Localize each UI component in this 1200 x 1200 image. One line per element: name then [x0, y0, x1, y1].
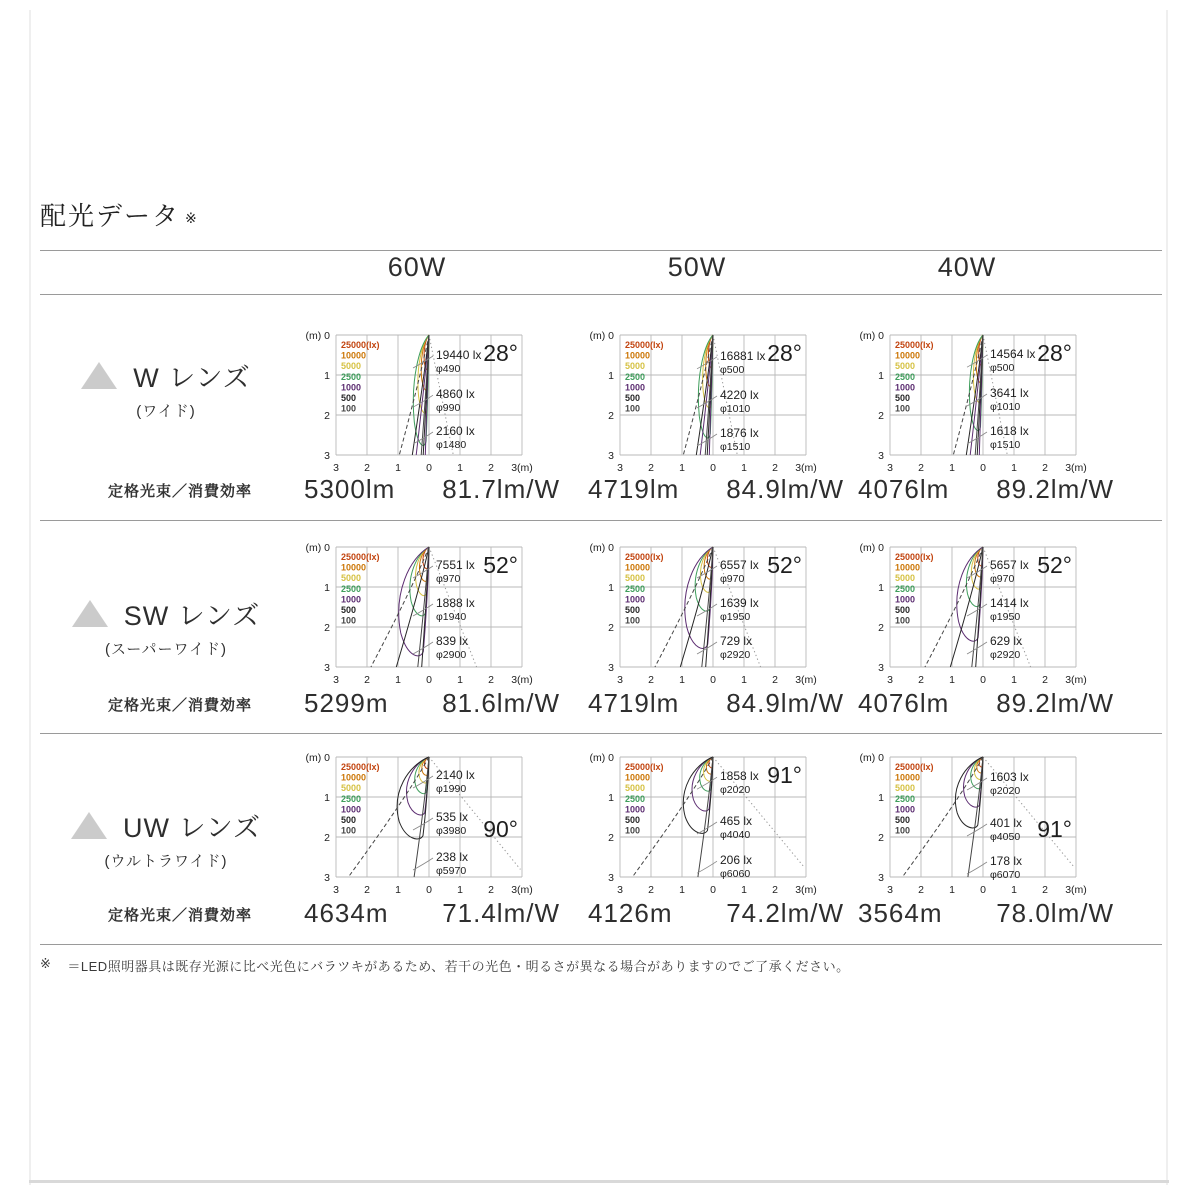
- svg-text:1: 1: [1011, 884, 1017, 896]
- svg-text:500: 500: [625, 605, 641, 615]
- svg-text:2: 2: [608, 410, 614, 422]
- efficiency-value: 81.6lm/W: [442, 688, 560, 718]
- svg-text:3: 3: [887, 884, 893, 896]
- svg-text:φ6070: φ6070: [990, 869, 1021, 881]
- svg-text:3: 3: [324, 662, 330, 674]
- svg-text:10000: 10000: [625, 772, 651, 783]
- svg-text:2: 2: [648, 462, 654, 474]
- distribution-chart-uw-40w: [854, 747, 1114, 897]
- column-header-60w: 60W: [387, 252, 447, 282]
- lens-triangle-icon: [71, 812, 107, 839]
- svg-text:3(m): 3(m): [795, 462, 817, 474]
- svg-text:10000: 10000: [895, 772, 921, 783]
- distribution-chart-w-50w: [584, 325, 844, 475]
- svg-text:52°: 52°: [767, 552, 802, 578]
- svg-text:(m) 0: (m) 0: [305, 752, 330, 764]
- rated-flux-value: 4076lm: [858, 474, 950, 504]
- svg-text:3: 3: [878, 662, 884, 674]
- rated-flux-value: 4719lm: [588, 688, 680, 718]
- svg-text:1000: 1000: [625, 382, 646, 393]
- efficiency-value: 71.4lm/W: [442, 898, 560, 928]
- svg-text:500: 500: [895, 393, 911, 403]
- svg-text:25000(lx): 25000(lx): [895, 762, 934, 772]
- distribution-chart-w-40w: [854, 325, 1114, 475]
- lens-name: W レンズ: [133, 363, 251, 393]
- svg-text:2: 2: [324, 832, 330, 844]
- svg-text:2: 2: [364, 884, 370, 896]
- svg-text:19440 lx: 19440 lx: [436, 348, 482, 362]
- svg-text:3: 3: [333, 884, 339, 896]
- svg-text:3: 3: [878, 872, 884, 884]
- svg-text:2: 2: [918, 884, 924, 896]
- svg-text:φ6060: φ6060: [720, 868, 751, 881]
- svg-text:2: 2: [1042, 462, 1048, 474]
- svg-text:500: 500: [341, 815, 357, 825]
- svg-text:7551 lx: 7551 lx: [436, 558, 475, 572]
- svg-text:1: 1: [395, 674, 401, 686]
- svg-text:2500: 2500: [625, 793, 646, 804]
- flux-efficiency-row: [582, 898, 850, 929]
- svg-text:25000(lx): 25000(lx): [341, 762, 380, 772]
- svg-text:4860 lx: 4860 lx: [436, 387, 475, 402]
- lens-triangle-icon: [72, 600, 108, 627]
- svg-text:1: 1: [878, 582, 884, 594]
- svg-text:(m) 0: (m) 0: [859, 330, 884, 342]
- svg-text:2: 2: [918, 674, 924, 686]
- svg-text:φ1950: φ1950: [720, 611, 751, 623]
- svg-text:2: 2: [878, 410, 884, 422]
- footnote-text: ＝LED照明器具は既存光源に比べ光色にバラツキがあるため、若干の光色・明るさが異なる場合がありますのでご了承ください。: [67, 959, 850, 974]
- svg-text:100: 100: [341, 403, 357, 414]
- lens-row-label-w: [40, 356, 292, 421]
- svg-text:3: 3: [887, 462, 893, 474]
- svg-text:φ4050: φ4050: [990, 831, 1021, 843]
- svg-text:2: 2: [878, 622, 884, 634]
- svg-text:2500: 2500: [341, 793, 362, 804]
- page-title-text: 配光データ: [40, 201, 181, 231]
- svg-text:3: 3: [608, 450, 614, 462]
- svg-text:0: 0: [710, 674, 716, 686]
- svg-text:2500: 2500: [895, 371, 916, 382]
- svg-text:1000: 1000: [895, 594, 916, 605]
- svg-text:1: 1: [741, 884, 747, 896]
- svg-text:φ990: φ990: [436, 402, 461, 415]
- footnote: [40, 956, 1160, 975]
- svg-text:3(m): 3(m): [511, 884, 533, 896]
- svg-text:2: 2: [488, 462, 494, 474]
- svg-text:(m) 0: (m) 0: [305, 542, 330, 554]
- svg-text:100: 100: [895, 825, 911, 836]
- svg-text:500: 500: [625, 815, 641, 825]
- flux-efficiency-row: [298, 688, 566, 719]
- svg-text:1000: 1000: [625, 594, 646, 605]
- svg-text:5000: 5000: [341, 573, 362, 584]
- lens-subtitle: (スーパーワイド): [104, 641, 228, 658]
- svg-text:4220 lx: 4220 lx: [720, 388, 759, 402]
- efficiency-value: 81.7lm/W: [442, 474, 560, 504]
- svg-text:5657 lx: 5657 lx: [990, 558, 1029, 572]
- efficiency-value: 78.0lm/W: [996, 898, 1114, 928]
- svg-text:2500: 2500: [895, 793, 916, 804]
- svg-text:1858 lx: 1858 lx: [720, 769, 759, 784]
- svg-text:465 lx: 465 lx: [720, 814, 753, 828]
- svg-text:2: 2: [488, 884, 494, 896]
- svg-text:1: 1: [949, 884, 955, 896]
- rated-flux-value: 5300lm: [304, 474, 396, 504]
- svg-text:2500: 2500: [625, 371, 646, 382]
- efficiency-value: 89.2lm/W: [996, 474, 1114, 504]
- svg-text:1000: 1000: [341, 804, 362, 815]
- svg-text:1876 lx: 1876 lx: [720, 426, 759, 440]
- svg-text:2: 2: [488, 674, 494, 686]
- svg-text:5000: 5000: [625, 573, 646, 584]
- svg-text:2160 lx: 2160 lx: [436, 424, 475, 438]
- svg-text:0: 0: [426, 674, 432, 686]
- svg-text:2500: 2500: [895, 583, 916, 594]
- svg-text:1888 lx: 1888 lx: [436, 596, 475, 610]
- svg-text:1000: 1000: [625, 804, 646, 815]
- svg-text:2: 2: [772, 462, 778, 474]
- svg-text:1: 1: [608, 792, 614, 804]
- lens-row-label-uw: [40, 806, 292, 871]
- svg-text:φ490: φ490: [436, 363, 461, 375]
- svg-text:535 lx: 535 lx: [436, 810, 469, 824]
- svg-text:φ970: φ970: [990, 573, 1015, 585]
- column-header-40w: 40W: [937, 252, 997, 282]
- svg-text:3: 3: [617, 884, 623, 896]
- svg-text:5000: 5000: [341, 783, 362, 794]
- rated-flux-value: 4126m: [588, 898, 673, 928]
- svg-text:2500: 2500: [625, 583, 646, 594]
- svg-text:629 lx: 629 lx: [990, 634, 1023, 648]
- separator-line: [40, 294, 1162, 295]
- flux-efficiency-row: [582, 688, 850, 719]
- lens-name: UW レンズ: [123, 813, 261, 843]
- rated-flux-value: 3564m: [858, 898, 943, 928]
- svg-text:(m) 0: (m) 0: [859, 752, 884, 764]
- svg-text:3(m): 3(m): [795, 674, 817, 686]
- svg-text:2: 2: [364, 674, 370, 686]
- distribution-chart-sw-50w: [584, 537, 844, 687]
- svg-text:100: 100: [625, 403, 641, 414]
- svg-text:3: 3: [324, 872, 330, 884]
- svg-text:φ1950: φ1950: [990, 611, 1021, 623]
- lens-subtitle: (ワイド): [136, 403, 196, 420]
- svg-text:729 lx: 729 lx: [720, 634, 753, 648]
- svg-text:3: 3: [333, 674, 339, 686]
- svg-text:1: 1: [1011, 674, 1017, 686]
- svg-text:1: 1: [679, 462, 685, 474]
- svg-text:401 lx: 401 lx: [990, 816, 1023, 830]
- svg-text:φ1990: φ1990: [436, 783, 467, 795]
- svg-text:28°: 28°: [483, 340, 518, 366]
- svg-text:1: 1: [878, 370, 884, 382]
- svg-text:1: 1: [457, 884, 463, 896]
- rated-flux-value: 4719lm: [588, 474, 680, 504]
- spec-caption: 定格光束／消費効率: [107, 907, 252, 924]
- page-title: [40, 196, 197, 233]
- svg-text:0: 0: [980, 462, 986, 474]
- efficiency-value: 84.9lm/W: [726, 474, 844, 504]
- svg-text:10000: 10000: [625, 562, 651, 573]
- svg-text:φ970: φ970: [436, 573, 461, 585]
- svg-text:10000: 10000: [341, 772, 367, 783]
- svg-text:2: 2: [608, 622, 614, 634]
- svg-text:3: 3: [333, 462, 339, 474]
- svg-text:1: 1: [324, 582, 330, 594]
- separator-line: [40, 520, 1162, 521]
- svg-text:0: 0: [980, 674, 986, 686]
- svg-text:25000(lx): 25000(lx): [341, 340, 380, 350]
- svg-text:25000(lx): 25000(lx): [341, 552, 380, 562]
- svg-text:3641 lx: 3641 lx: [990, 386, 1029, 400]
- svg-text:3: 3: [878, 450, 884, 462]
- svg-text:52°: 52°: [1037, 552, 1072, 578]
- svg-text:2500: 2500: [341, 371, 362, 382]
- svg-text:3: 3: [887, 674, 893, 686]
- svg-text:1: 1: [878, 792, 884, 804]
- svg-text:2: 2: [648, 884, 654, 896]
- svg-text:2: 2: [1042, 674, 1048, 686]
- svg-text:2: 2: [364, 462, 370, 474]
- svg-text:1: 1: [457, 674, 463, 686]
- svg-text:2: 2: [878, 832, 884, 844]
- svg-text:3(m): 3(m): [1065, 674, 1087, 686]
- svg-text:1639 lx: 1639 lx: [720, 596, 759, 610]
- svg-text:φ1940: φ1940: [436, 611, 467, 623]
- svg-text:1: 1: [608, 582, 614, 594]
- svg-text:0: 0: [426, 462, 432, 474]
- svg-text:10000: 10000: [625, 350, 651, 361]
- svg-text:5000: 5000: [895, 361, 916, 372]
- lens-row-label-sw: [40, 594, 292, 659]
- svg-text:φ2020: φ2020: [720, 784, 751, 797]
- svg-text:3(m): 3(m): [511, 462, 533, 474]
- footnote-mark: ※: [40, 956, 52, 971]
- svg-text:1414 lx: 1414 lx: [990, 596, 1029, 610]
- flux-efficiency-row: [582, 474, 850, 505]
- svg-text:φ1510: φ1510: [720, 441, 751, 453]
- svg-text:1: 1: [457, 462, 463, 474]
- svg-text:500: 500: [895, 815, 911, 825]
- svg-text:10000: 10000: [895, 562, 921, 573]
- svg-text:(m) 0: (m) 0: [589, 752, 614, 764]
- svg-text:5000: 5000: [625, 361, 646, 372]
- separator-line: [40, 733, 1162, 734]
- svg-text:100: 100: [625, 615, 641, 626]
- flux-efficiency-row: [852, 474, 1120, 505]
- flux-efficiency-row: [852, 898, 1120, 929]
- separator-line: [40, 944, 1162, 945]
- svg-text:100: 100: [341, 615, 357, 626]
- svg-text:0: 0: [710, 884, 716, 896]
- svg-text:φ4040: φ4040: [720, 829, 751, 841]
- svg-text:500: 500: [341, 393, 357, 403]
- flux-efficiency-row: [298, 898, 566, 929]
- svg-text:φ970: φ970: [720, 573, 745, 585]
- svg-text:2: 2: [772, 674, 778, 686]
- svg-text:1: 1: [608, 370, 614, 382]
- svg-text:1: 1: [1011, 462, 1017, 474]
- svg-text:1603 lx: 1603 lx: [990, 770, 1029, 784]
- svg-text:0: 0: [980, 884, 986, 896]
- title-footnote-mark: ※: [185, 210, 197, 226]
- svg-text:25000(lx): 25000(lx): [895, 340, 934, 350]
- svg-text:φ500: φ500: [990, 362, 1015, 375]
- efficiency-value: 89.2lm/W: [996, 688, 1114, 718]
- svg-text:3: 3: [617, 674, 623, 686]
- separator-line: [40, 250, 1162, 251]
- flux-efficiency-row: [298, 474, 566, 505]
- svg-text:φ1010: φ1010: [720, 403, 751, 415]
- svg-text:2: 2: [324, 622, 330, 634]
- svg-text:100: 100: [341, 825, 357, 836]
- svg-text:φ2900: φ2900: [436, 649, 467, 661]
- svg-text:1: 1: [395, 462, 401, 474]
- svg-text:3: 3: [608, 662, 614, 674]
- svg-text:10000: 10000: [341, 350, 367, 361]
- svg-text:100: 100: [625, 825, 641, 836]
- distribution-chart-uw-50w: [584, 747, 844, 897]
- svg-text:5000: 5000: [895, 783, 916, 794]
- svg-text:φ5970: φ5970: [436, 865, 467, 877]
- page-frame-right: [1166, 10, 1168, 1185]
- svg-text:1: 1: [395, 884, 401, 896]
- svg-text:3: 3: [617, 462, 623, 474]
- svg-text:25000(lx): 25000(lx): [625, 340, 664, 350]
- distribution-chart-sw-40w: [854, 537, 1114, 687]
- svg-text:φ2020: φ2020: [990, 785, 1021, 797]
- page-frame-bottom: [29, 1180, 1169, 1183]
- svg-text:90°: 90°: [483, 816, 518, 842]
- spec-caption: 定格光束／消費効率: [107, 483, 252, 500]
- svg-text:3: 3: [608, 872, 614, 884]
- svg-text:16881 lx: 16881 lx: [720, 348, 766, 363]
- svg-text:6557 lx: 6557 lx: [720, 558, 759, 572]
- svg-text:500: 500: [341, 605, 357, 615]
- svg-text:10000: 10000: [341, 562, 367, 573]
- svg-text:5000: 5000: [341, 361, 362, 372]
- spec-caption: 定格光束／消費効率: [107, 697, 252, 714]
- svg-text:28°: 28°: [767, 340, 802, 366]
- svg-text:φ500: φ500: [720, 363, 745, 376]
- lens-triangle-icon: [81, 362, 117, 389]
- svg-text:(m) 0: (m) 0: [589, 542, 614, 554]
- svg-text:1: 1: [741, 674, 747, 686]
- flux-efficiency-row: [852, 688, 1120, 719]
- rated-flux-value: 5299m: [304, 688, 389, 718]
- svg-text:(m) 0: (m) 0: [859, 542, 884, 554]
- svg-text:2: 2: [1042, 884, 1048, 896]
- svg-text:5000: 5000: [625, 783, 646, 794]
- lens-subtitle: (ウルトラワイド): [104, 853, 228, 870]
- svg-text:839 lx: 839 lx: [436, 634, 469, 648]
- svg-text:2: 2: [324, 410, 330, 422]
- svg-text:φ2920: φ2920: [720, 649, 751, 661]
- svg-text:1000: 1000: [341, 382, 362, 393]
- svg-text:3: 3: [324, 450, 330, 462]
- page-frame-left: [29, 10, 31, 1185]
- svg-text:0: 0: [710, 462, 716, 474]
- svg-text:3(m): 3(m): [511, 674, 533, 686]
- svg-text:0: 0: [426, 884, 432, 896]
- efficiency-value: 84.9lm/W: [726, 688, 844, 718]
- svg-text:3(m): 3(m): [1065, 462, 1087, 474]
- svg-text:φ1480: φ1480: [436, 439, 467, 451]
- svg-text:500: 500: [895, 605, 911, 615]
- svg-text:2: 2: [772, 884, 778, 896]
- svg-text:φ3980: φ3980: [436, 825, 467, 837]
- svg-text:2: 2: [918, 462, 924, 474]
- distribution-chart-uw-60w: [300, 747, 560, 897]
- svg-text:100: 100: [895, 615, 911, 626]
- svg-text:2140 lx: 2140 lx: [436, 768, 475, 782]
- svg-text:100: 100: [895, 403, 911, 414]
- svg-text:14564 lx: 14564 lx: [990, 347, 1036, 362]
- svg-text:φ2920: φ2920: [990, 649, 1021, 661]
- svg-text:2: 2: [608, 832, 614, 844]
- svg-text:91°: 91°: [1037, 816, 1072, 842]
- svg-text:28°: 28°: [1037, 340, 1072, 366]
- svg-text:1: 1: [679, 674, 685, 686]
- svg-text:25000(lx): 25000(lx): [895, 552, 934, 562]
- svg-text:25000(lx): 25000(lx): [625, 552, 664, 562]
- svg-text:(m) 0: (m) 0: [305, 330, 330, 342]
- svg-text:52°: 52°: [483, 552, 518, 578]
- lens-name: SW レンズ: [123, 601, 261, 631]
- svg-text:1: 1: [324, 792, 330, 804]
- svg-text:3(m): 3(m): [795, 884, 817, 896]
- distribution-chart-sw-60w: [300, 537, 560, 687]
- svg-text:10000: 10000: [895, 350, 921, 361]
- svg-text:1: 1: [949, 462, 955, 474]
- svg-text:91°: 91°: [767, 762, 802, 788]
- rated-flux-value: 4076lm: [858, 688, 950, 718]
- svg-text:238 lx: 238 lx: [436, 850, 469, 864]
- svg-text:2: 2: [648, 674, 654, 686]
- svg-text:1618 lx: 1618 lx: [990, 424, 1029, 438]
- svg-text:1000: 1000: [341, 594, 362, 605]
- svg-text:1: 1: [949, 674, 955, 686]
- rated-flux-value: 4634m: [304, 898, 389, 928]
- svg-text:5000: 5000: [895, 573, 916, 584]
- svg-text:1000: 1000: [895, 804, 916, 815]
- svg-text:φ1010: φ1010: [990, 401, 1021, 413]
- svg-text:1: 1: [741, 462, 747, 474]
- svg-text:1000: 1000: [895, 382, 916, 393]
- efficiency-value: 74.2lm/W: [726, 898, 844, 928]
- svg-text:500: 500: [625, 393, 641, 403]
- svg-text:25000(lx): 25000(lx): [625, 762, 664, 772]
- svg-text:1: 1: [679, 884, 685, 896]
- svg-text:206 lx: 206 lx: [720, 853, 753, 868]
- svg-text:φ1510: φ1510: [990, 439, 1021, 451]
- svg-text:3(m): 3(m): [1065, 884, 1087, 896]
- svg-text:178 lx: 178 lx: [990, 854, 1023, 868]
- svg-text:1: 1: [324, 370, 330, 382]
- svg-text:2500: 2500: [341, 583, 362, 594]
- distribution-chart-w-60w: [300, 325, 560, 475]
- column-header-50w: 50W: [667, 252, 727, 282]
- svg-text:(m) 0: (m) 0: [589, 330, 614, 342]
